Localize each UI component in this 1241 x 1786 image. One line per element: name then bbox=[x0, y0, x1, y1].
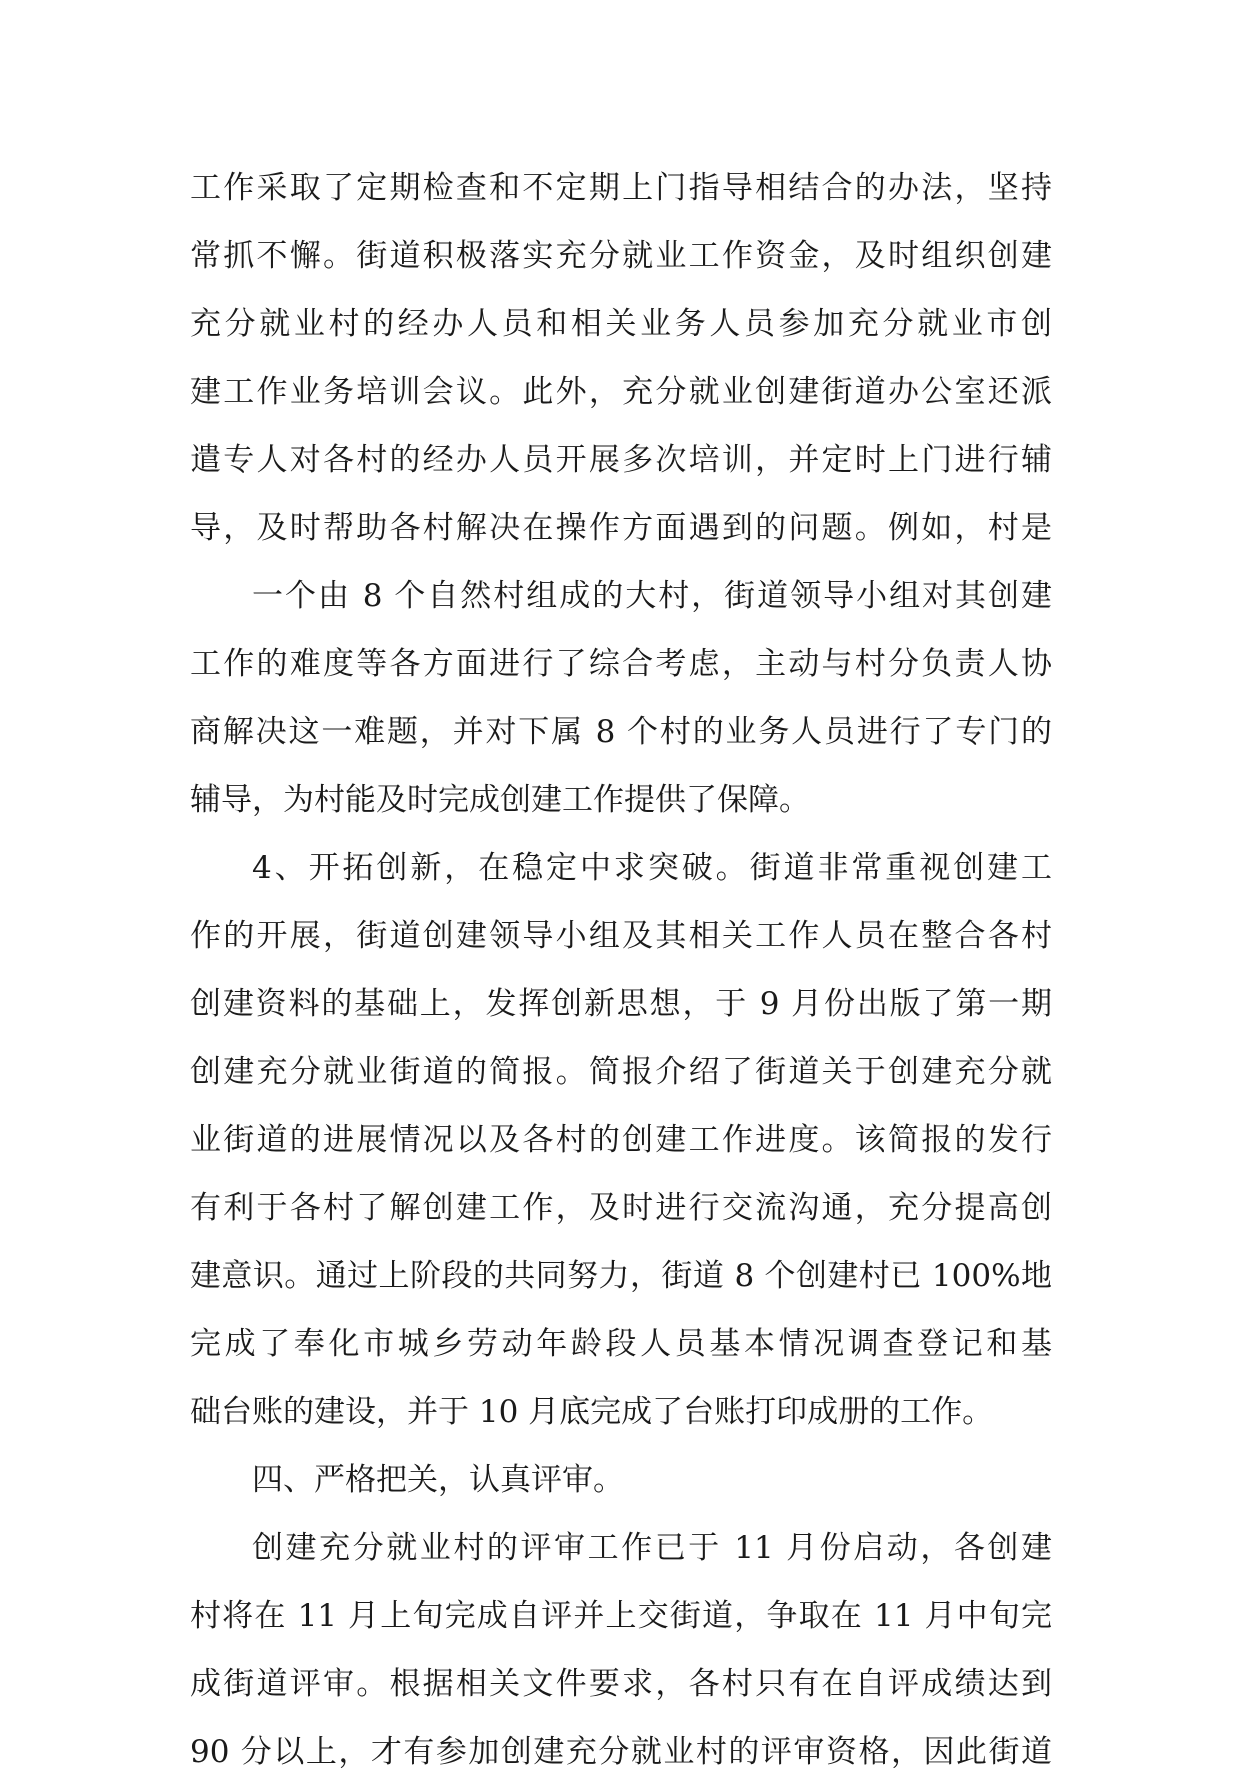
text-line: 创建充分就业村的评审工作已于 11 月份启动，各创建 bbox=[252, 1530, 1052, 1566]
text-line: 建工作业务培训会议。此外，充分就业创建街道办公室还派 bbox=[190, 374, 1052, 410]
text-line: 导，及时帮助各村解决在操作方面遇到的问题。例如，村是 bbox=[190, 510, 1052, 546]
text-line: 创建充分就业街道的简报。简报介绍了街道关于创建充分就 bbox=[190, 1054, 1052, 1090]
text-line: 常抓不懈。街道积极落实充分就业工作资金，及时组织创建 bbox=[190, 238, 1052, 274]
section-heading: 四、严格把关，认真评审。 bbox=[252, 1462, 624, 1498]
text-line: 村将在 11 月上旬完成自评并上交街道，争取在 11 月中旬完 bbox=[190, 1598, 1052, 1634]
text-line: 础台账的建设，并于 10 月底完成了台账打印成册的工作。 bbox=[190, 1394, 994, 1430]
text-line: 90 分以上，才有参加创建充分就业村的评审资格，因此街道 bbox=[190, 1734, 1052, 1770]
text-line: 商解决这一难题，并对下属 8 个村的业务人员进行了专门的 bbox=[190, 714, 1052, 750]
text-line: 建意识。通过上阶段的共同努力，街道 8 个创建村已 100%地 bbox=[190, 1258, 1052, 1294]
text-line: 创建资料的基础上，发挥创新思想，于 9 月份出版了第一期 bbox=[190, 986, 1052, 1022]
text-line: 一个由 8 个自然村组成的大村，街道领导小组对其创建 bbox=[252, 578, 1052, 614]
text-line: 成街道评审。根据相关文件要求，各村只有在自评成绩达到 bbox=[190, 1666, 1052, 1702]
text-line: 工作的难度等各方面进行了综合考虑，主动与村分负责人协 bbox=[190, 646, 1052, 682]
text-line: 有利于各村了解创建工作，及时进行交流沟通，充分提高创 bbox=[190, 1190, 1052, 1226]
text-line: 业街道的进展情况以及各村的创建工作进度。该简报的发行 bbox=[190, 1122, 1052, 1158]
text-line: 工作采取了定期检查和不定期上门指导相结合的办法，坚持 bbox=[190, 170, 1052, 206]
text-line: 完成了奉化市城乡劳动年龄段人员基本情况调查登记和基 bbox=[190, 1326, 1052, 1362]
body-text bbox=[190, 154, 1052, 1786]
text-line: 作的开展，街道创建领导小组及其相关工作人员在整合各村 bbox=[190, 918, 1052, 954]
text-line: 4、开拓创新，在稳定中求突破。街道非常重视创建工 bbox=[252, 850, 1052, 886]
text-line: 遣专人对各村的经办人员开展多次培训，并定时上门进行辅 bbox=[190, 442, 1052, 478]
text-line: 辅导，为村能及时完成创建工作提供了保障。 bbox=[190, 782, 810, 818]
text-line: 充分就业村的经办人员和相关业务人员参加充分就业市创 bbox=[190, 306, 1052, 342]
